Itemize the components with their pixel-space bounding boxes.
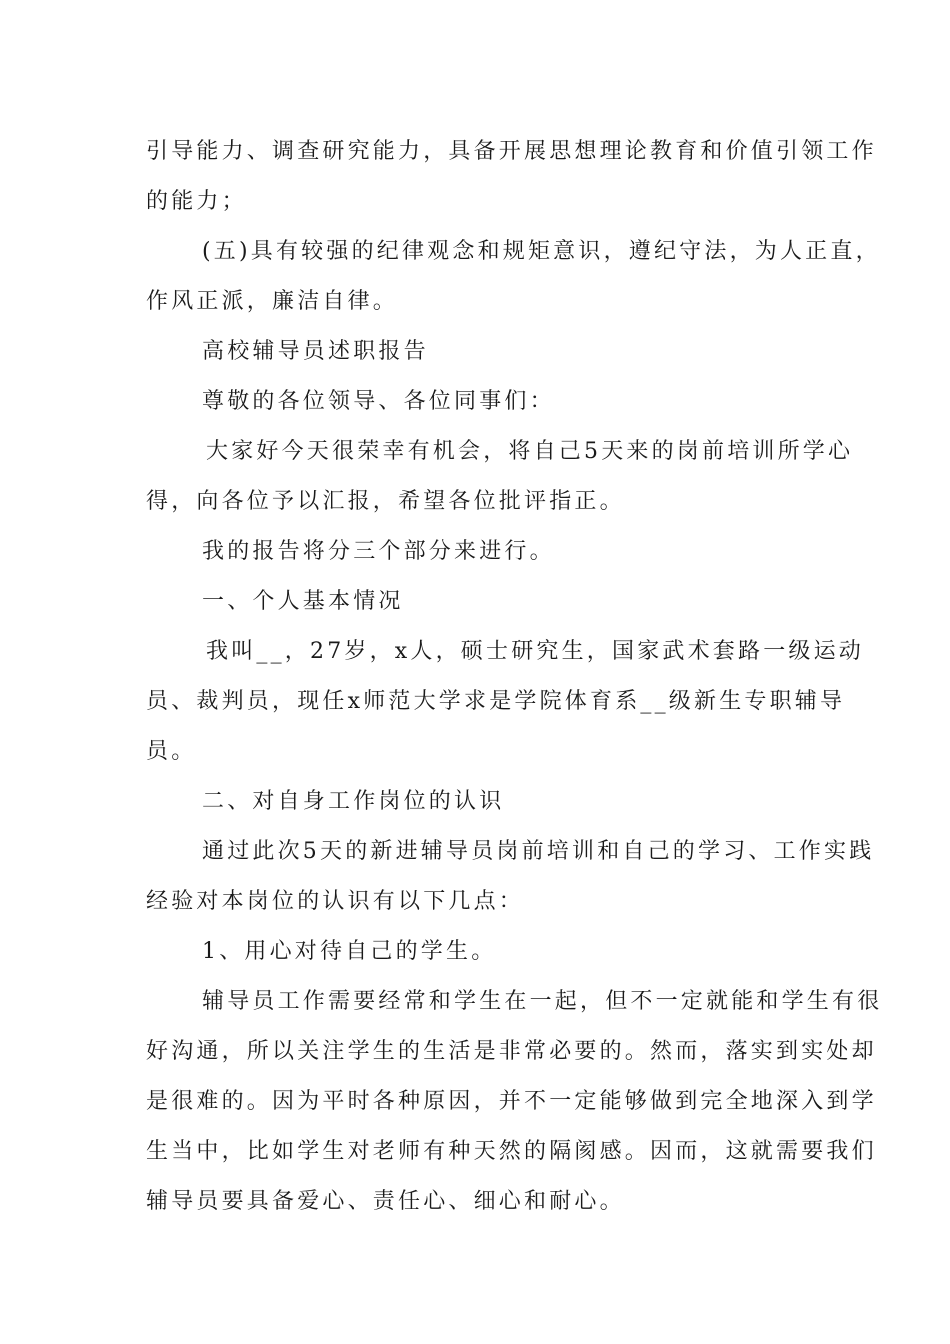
paragraph-line: 辅导员要具备爱心、责任心、细心和耐心。 [146, 1189, 625, 1214]
subsection-heading: 1、用心对待自己的学生。 [202, 939, 497, 964]
paragraph-line: 得，向各位予以汇报，希望各位批评指正。 [146, 489, 625, 514]
section-heading: 二、对自身工作岗位的认识 [202, 789, 505, 814]
paragraph-line: 辅导员工作需要经常和学生在一起，但不一定就能和学生有很 [202, 989, 883, 1014]
paragraph-line: 经验对本岗位的认识有以下几点： [146, 889, 525, 914]
paragraph-line: 的能力； [146, 189, 247, 214]
paragraph-line: 员、裁判员，现任x师范大学求是学院体育系__级新生专职辅导 [146, 689, 846, 714]
section-heading: 一、个人基本情况 [202, 589, 404, 614]
paragraph-line: 大家好今天很荣幸有机会，将自己5天来的岗前培训所学心 [206, 439, 854, 464]
paragraph-line: 引导能力、调查研究能力，具备开展思想理论教育和价值引领工作 [146, 139, 877, 164]
document-page [146, 127, 883, 1227]
paragraph-line: 作风正派，廉洁自律。 [146, 289, 399, 314]
paragraph-line: 通过此次5天的新进辅导员岗前培训和自己的学习、工作实践 [202, 839, 875, 864]
paragraph-line: 好沟通，所以关注学生的生活是非常必要的。然而，落实到实处却 [146, 1039, 877, 1064]
paragraph-line: 生当中，比如学生对老师有种天然的隔阂感。因而，这就需要我们 [146, 1139, 877, 1164]
paragraph-line: 员。 [146, 739, 197, 764]
section-title: 高校辅导员述职报告 [202, 339, 429, 364]
paragraph-line: (五)具有较强的纪律观念和规矩意识，遵纪守法，为人正直， [202, 239, 881, 264]
paragraph-line: 是很难的。因为平时各种原因，并不一定能够做到完全地深入到学 [146, 1089, 877, 1114]
paragraph-line: 我叫__，27岁，x人，硕士研究生，国家武术套路一级运动 [206, 639, 865, 664]
paragraph-line: 我的报告将分三个部分来进行。 [202, 539, 555, 564]
salutation: 尊敬的各位领导、各位同事们： [202, 389, 555, 414]
